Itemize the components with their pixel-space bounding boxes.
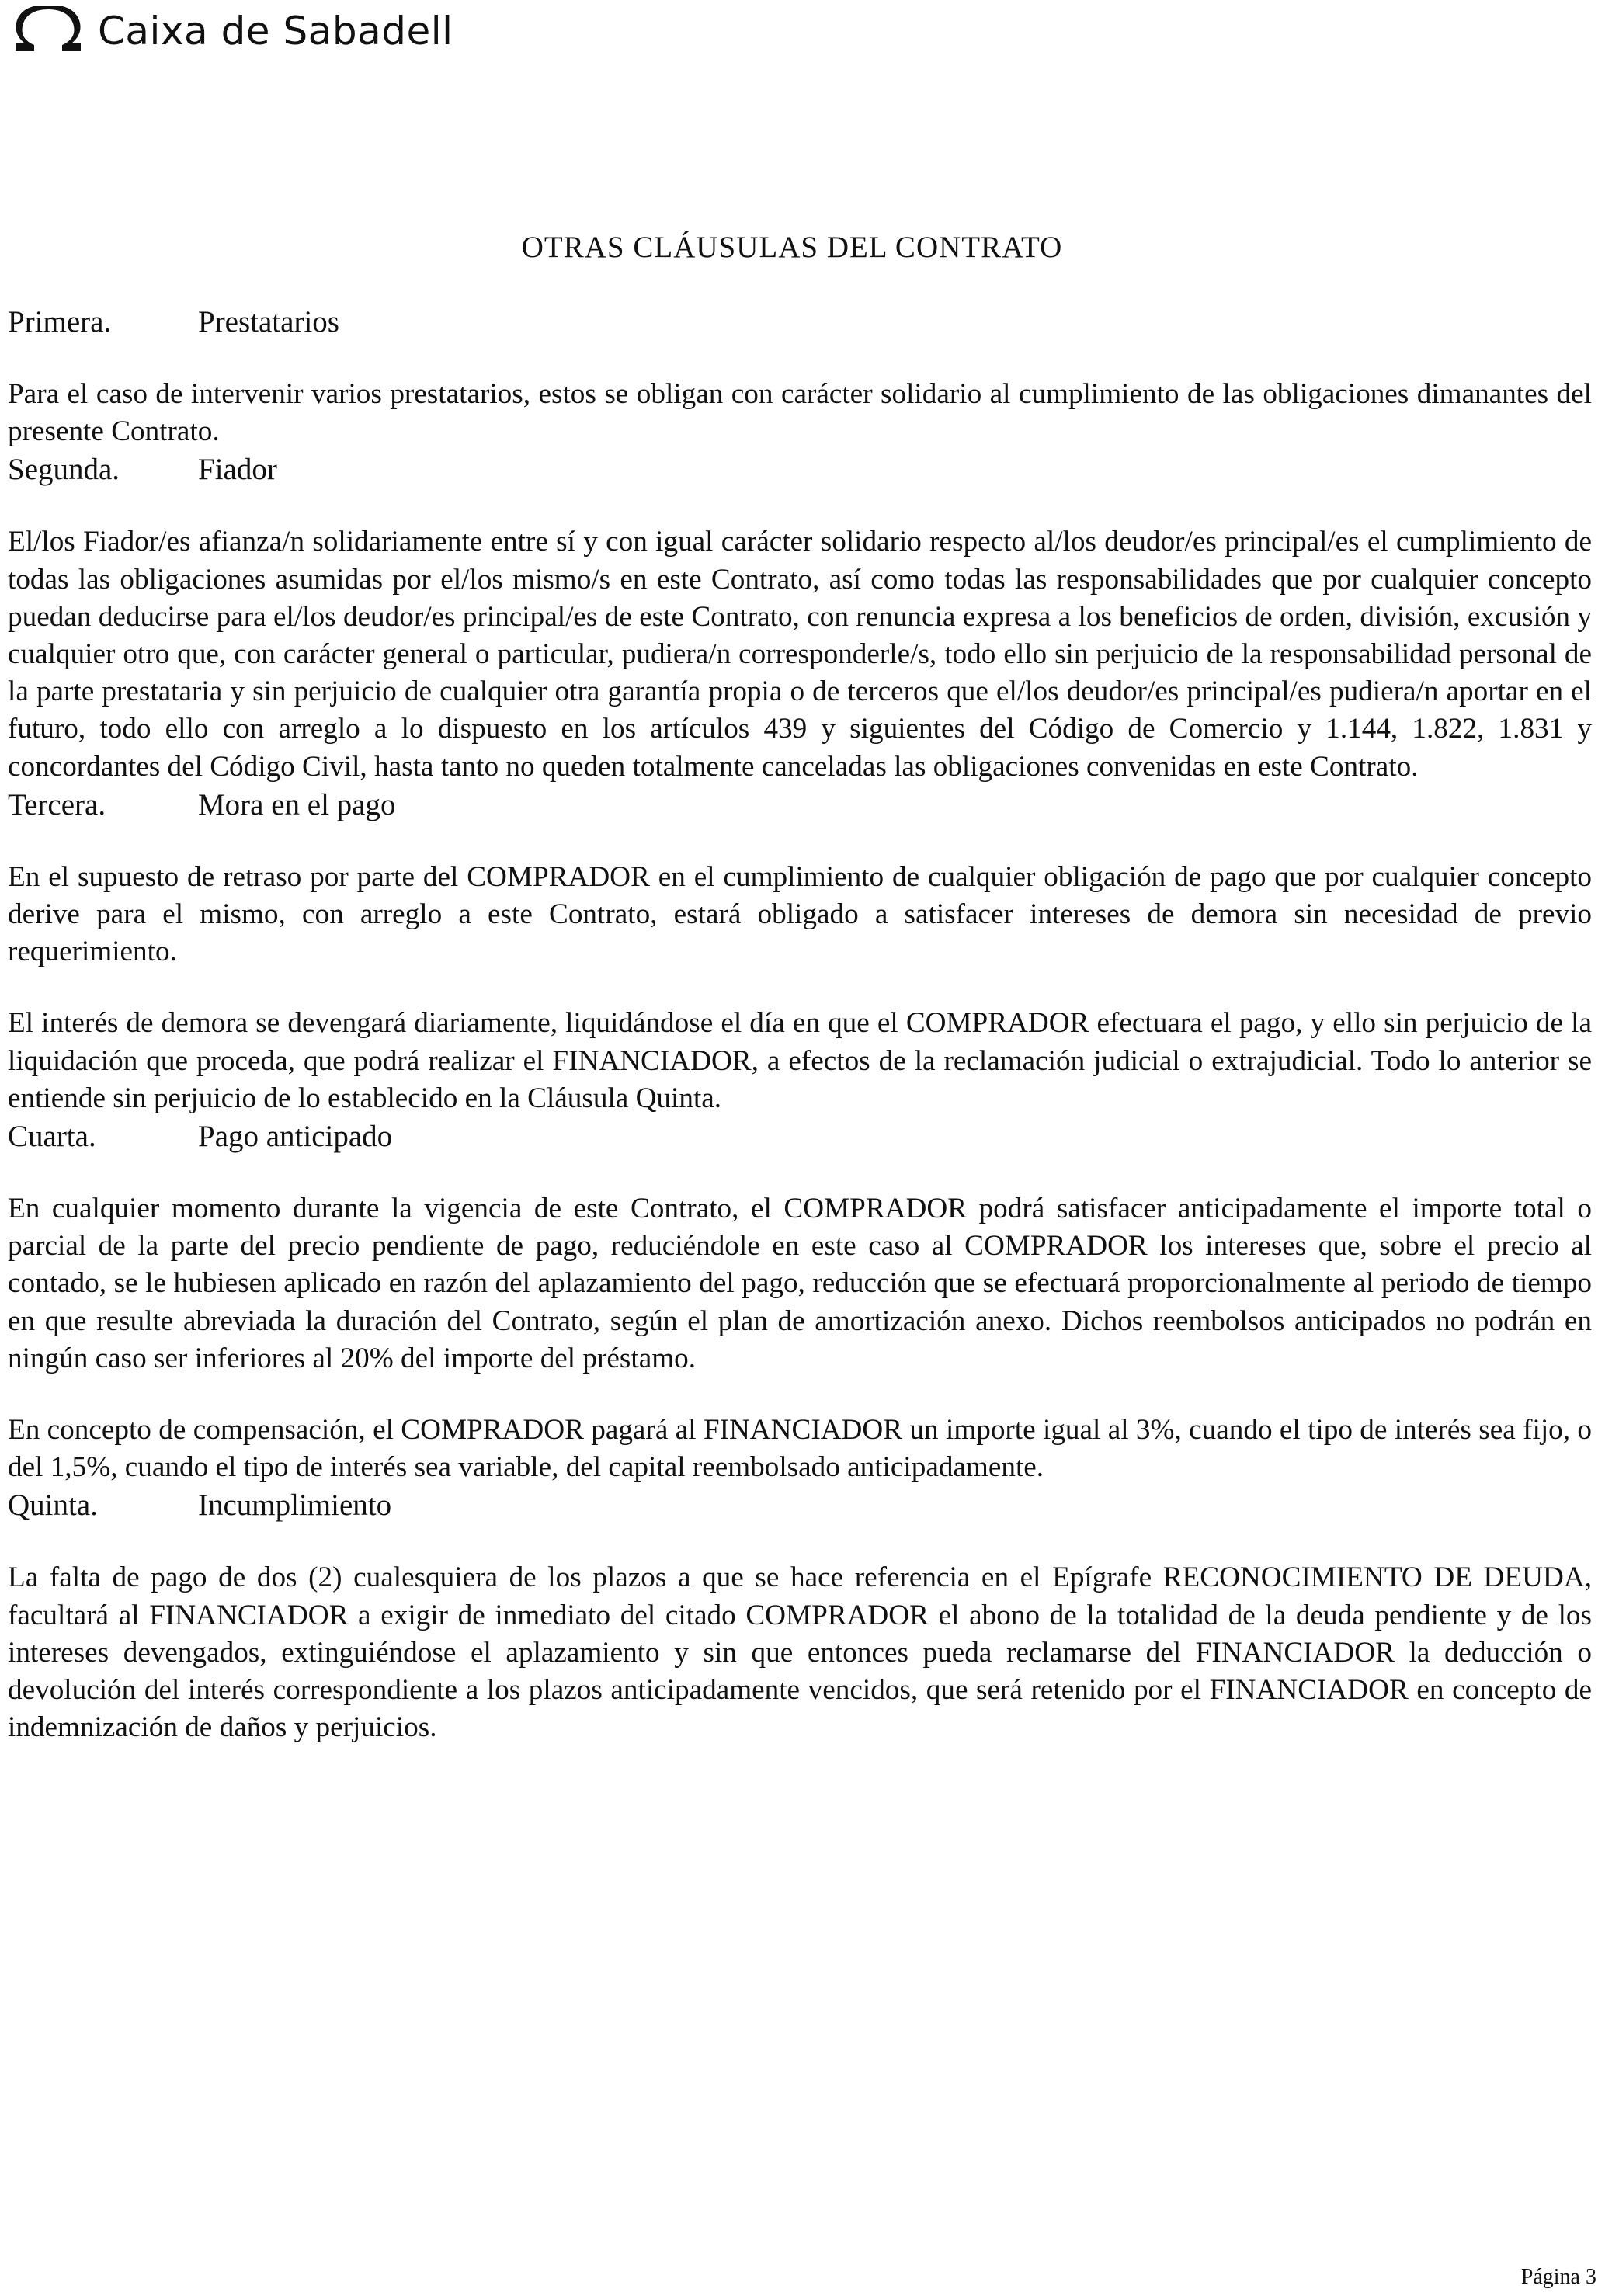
clause-tercera bbox=[8, 786, 1592, 1117]
clause-segunda bbox=[8, 450, 1592, 785]
clause-heading bbox=[8, 450, 1592, 489]
clause-heading bbox=[8, 786, 1592, 825]
clauses-container bbox=[8, 303, 1592, 1746]
clause-heading bbox=[8, 303, 1592, 342]
clause-paragraph: En concepto de compensación, el COMPRADOR pagará al FINANCIADOR un importe igual al 3%, cuando el tipo de interés sea fijo, o del 1,5%, cuando el tipo de interés sea variable, del capital reembolsado anticipadamente. bbox=[8, 1414, 1592, 1484]
brand-header bbox=[11, 3, 453, 59]
clause-number: Quinta. bbox=[8, 1488, 98, 1523]
sabadell-omega-logo-icon bbox=[11, 6, 85, 56]
clause-paragraph: Para el caso de intervenir varios prestatarios, estos se obligan con carácter solidario al cumplimiento de las obligaciones dimanantes del presente Contrato. bbox=[8, 378, 1592, 448]
clause-number: Primera. bbox=[8, 305, 112, 339]
clause-cuarta bbox=[8, 1117, 1592, 1486]
clause-paragraph: La falta de pago de dos (2) cualesquiera de los plazos a que se hace referencia en el Epígrafe RECONOCIMIENTO DE DEUDA, facultará al FINANCIADOR a exigir de inmediato del citado COMPRADOR el abono de la totalidad de la deuda pendiente y de los intereses devengados, extinguiéndose el aplazamiento y sin que entonces pueda reclamarse del FINANCIADOR la deducción o devolución del interés correspondiente a los plazos anticipadamente vencidos, que será retenido por el FINANCIADOR en concepto de indemnización de daños y perjuicios. bbox=[8, 1561, 1592, 1744]
page-number: Página 3 bbox=[1520, 2265, 1596, 2289]
document-title: OTRAS CLÁUSULAS DEL CONTRATO bbox=[521, 231, 1063, 264]
clause-heading bbox=[8, 1486, 1592, 1525]
clause-title: Mora en el pago bbox=[198, 787, 396, 821]
clause-title: Prestatarios bbox=[198, 305, 339, 339]
clause-paragraph: El interés de demora se devengará diariamente, liquidándose el día en que el COMPRADOR efectuara el pago, y ello sin perjuicio de la liquidación que proceda, que podrá realizar el FINANCIADOR, a efectos de la reclamación judicial o extrajudicial. Todo lo anterior se entiende sin perjuicio de lo establecido en la Cláusula Quinta. bbox=[8, 1007, 1592, 1114]
clause-number: Segunda. bbox=[8, 453, 120, 487]
clause-paragraph: El/los Fiador/es afianza/n solidariamente entre sí y con igual carácter solidario respecto al/los deudor/es principal/es el cumplimiento de todas las obligaciones asumidas por el/los mismo/s en este Contrato, así como todas las responsabilidades que por cualquier concepto puedan deducirse para el/los deudor/es principal/es de este Contrato, con renuncia expresa a los beneficios de orden, división, excusión y cualquier otro que, con carácter general o particular, pudiera/n corresponderle/s, todo ello sin perjuicio de la responsabilidad personal de la parte prestataria y sin perjuicio de cualquier otra garantía propia o de terceros que el/los deudor/es principal/es pudiera/n aportar en el futuro, todo ello con arreglo a lo dispuesto en los artículos 439 y siguientes del Código de Comercio y 1.144, 1.822, 1.831 y concordantes del Código Civil, hasta tanto no queden totalmente canceladas las obligaciones convenidas en este Contrato. bbox=[8, 526, 1592, 783]
clause-title: Fiador bbox=[198, 453, 277, 487]
clause-title: Pago anticipado bbox=[198, 1120, 393, 1154]
clause-title: Incumplimiento bbox=[198, 1488, 392, 1523]
clause-quinta bbox=[8, 1486, 1592, 1746]
clause-number: Cuarta. bbox=[8, 1120, 96, 1154]
clause-heading bbox=[8, 1117, 1592, 1156]
clause-primera bbox=[8, 303, 1592, 450]
clause-paragraph: En cualquier momento durante la vigencia de este Contrato, el COMPRADOR podrá satisfacer anticipadamente el importe total o parcial de la parte del precio pendiente de pago, reduciéndole en este caso al COMPRADOR los intereses que, sobre el precio al contado, se le hubiesen aplicado en razón del aplazamiento del pago, reducción que se efectuará proporcionalmente al periodo de tiempo en que resulte abreviada la duración del Contrato, según el plan de amortización anexo. Dichos reembolsos anticipados no podrán en ningún caso ser inferiores al 20% del importe del préstamo. bbox=[8, 1193, 1592, 1374]
brand-name: Caixa de Sabadell bbox=[98, 9, 453, 54]
clause-number: Tercera. bbox=[8, 787, 106, 821]
clause-paragraph: En el supuesto de retraso por parte del COMPRADOR en el cumplimiento de cualquier obligación de pago que por cualquier concepto derive para el mismo, con arreglo a este Contrato, estará obligado a satisfacer intereses de demora sin necesidad de previo requerimiento. bbox=[8, 860, 1592, 968]
